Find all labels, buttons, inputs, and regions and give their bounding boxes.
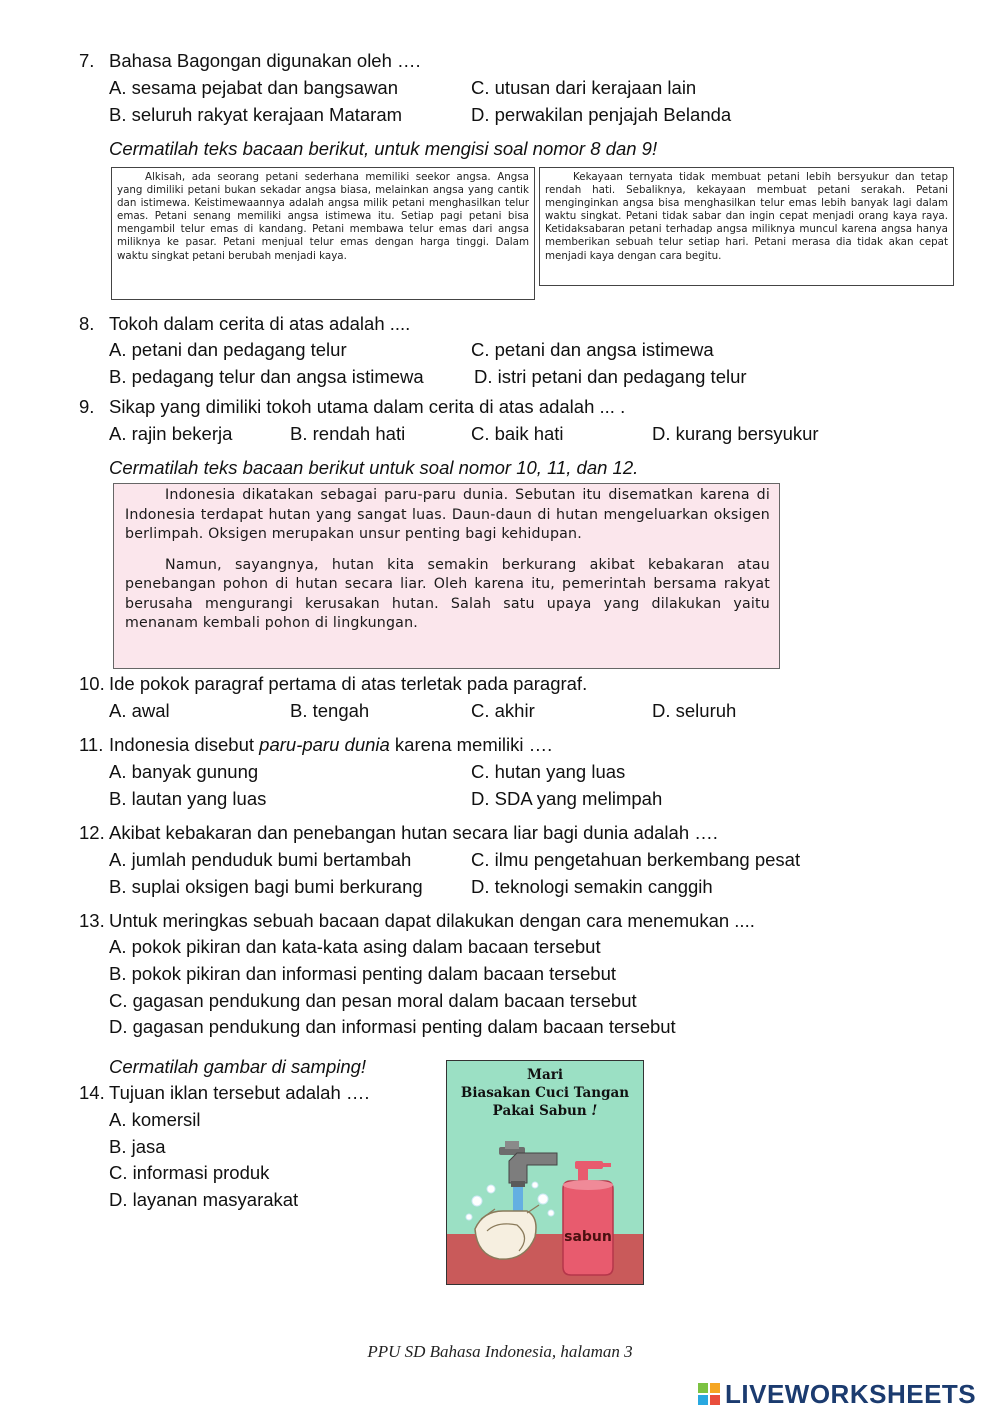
forest-paragraph-1: Indonesia dikatakan sebagai paru-paru dunia. Sebutan itu disematkan karena di Indonesia terdapat hutan yang sangat luas. Daun-daun di hutan mengeluarkan oksigen berlimpah. Oksigen merupakan unsur penting bagi kehidupan. (125, 487, 770, 542)
instruction-8-9: Cermatilah teks bacaan berikut, untuk mengisi soal nomor 8 dan 9! (109, 138, 658, 159)
option-c[interactable]: C. utusan dari kerajaan lain (471, 77, 697, 98)
option-d[interactable]: D. teknologi semakin canggih (471, 876, 713, 897)
option-b[interactable]: B. pedagang telur dan angsa istimewa (109, 366, 424, 387)
poster-title (447, 1066, 643, 1120)
liveworksheets-logo (698, 1380, 976, 1408)
poster-exclaim: ! (591, 1103, 598, 1119)
option-b[interactable]: B. tengah (290, 700, 370, 721)
question-text: Bahasa Bagongan digunakan oleh …. (109, 50, 421, 71)
instruction-10-12: Cermatilah teks bacaan berikut untuk soal nomor 10, 11, dan 12. (109, 457, 639, 478)
soap-label: sabun (564, 1229, 612, 1245)
option-a[interactable]: A. komersil (109, 1109, 201, 1130)
question-number: 11. (79, 734, 104, 755)
passage-right (539, 167, 954, 286)
option-a[interactable]: A. banyak gunung (109, 761, 259, 782)
option-c[interactable]: C. gagasan pendukung dan pesan moral dalam bacaan tersebut (109, 990, 637, 1011)
option-c[interactable]: C. petani dan angsa istimewa (471, 339, 714, 360)
option-d[interactable]: D. SDA yang melimpah (471, 788, 663, 809)
option-b[interactable]: B. lautan yang luas (109, 788, 267, 809)
option-d[interactable]: D. seluruh (652, 700, 737, 721)
option-a[interactable]: A. jumlah penduduk bumi bertambah (109, 849, 412, 870)
page-footer: PPU SD Bahasa Indonesia, halaman 3 (367, 1342, 633, 1361)
question-text: Akibat kebakaran dan penebangan hutan secara liar bagi dunia adalah …. (109, 822, 718, 843)
question-number: 10. (79, 673, 105, 694)
question-text (109, 734, 552, 756)
poster-title-line-3: Pakai Sabun (492, 1103, 587, 1119)
question-text-start: Indonesia disebut (109, 734, 260, 755)
question-number: 7. (79, 50, 95, 71)
option-c[interactable]: C. ilmu pengetahuan berkembang pesat (471, 849, 801, 870)
option-b[interactable]: B. rendah hati (290, 423, 406, 444)
option-d[interactable]: D. perwakilan penjajah Belanda (471, 104, 732, 125)
question-text: Sikap yang dimiliki tokoh utama dalam cerita di atas adalah ... . (109, 396, 626, 417)
passage-right-text: Kekayaan ternyata tidak membuat petani lebih bersyukur dan tetap rendah hati. Sebaliknya, kekayaan membuat petani serakah. Petani menginginkan angsa bisa menghasilkan telur emas lebih banyak lagi dalam waktu singkat. Petani tidak sabar dan ingin cepat menjadi orang kaya raya. Ketidaksabaran petani terhadap angsa miliknya muncul karena angsa hanya memberikan sebuah telur setiap hari. Petani merasa dia tidak akan cepat menjadi kaya dengan cara begitu. (545, 171, 948, 262)
question-text: Untuk meringkas sebuah bacaan dapat dilakukan dengan cara menemukan .... (109, 910, 755, 931)
poster-title-line-2: Biasakan Cuci Tangan (460, 1085, 630, 1101)
handwashing-poster (446, 1060, 644, 1285)
option-b[interactable]: B. pokok pikiran dan informasi penting dalam bacaan tersebut (109, 963, 616, 984)
option-d[interactable]: D. kurang bersyukur (652, 423, 819, 444)
question-number: 12. (79, 822, 105, 843)
question-text: Tokoh dalam cerita di atas adalah .... (109, 313, 411, 334)
option-c[interactable]: C. akhir (471, 700, 535, 721)
floor-shape (447, 1234, 644, 1285)
option-a[interactable]: A. pokok pikiran dan kata-kata asing dalam bacaan tersebut (109, 936, 601, 957)
option-b[interactable]: B. suplai oksigen bagi bumi berkurang (109, 876, 423, 897)
option-c[interactable]: C. informasi produk (109, 1162, 270, 1183)
option-d[interactable]: D. gagasan pendukung dan informasi penting dalam bacaan tersebut (109, 1016, 676, 1037)
option-d[interactable]: D. istri petani dan pedagang telur (474, 366, 747, 387)
option-c[interactable]: C. hutan yang luas (471, 761, 626, 782)
option-a[interactable]: A. sesama pejabat dan bangsawan (109, 77, 399, 98)
option-a[interactable]: A. rajin bekerja (109, 423, 233, 444)
option-b[interactable]: B. seluruh rakyat kerajaan Mataram (109, 104, 403, 125)
option-a[interactable]: A. petani dan pedagang telur (109, 339, 347, 360)
forest-passage (113, 483, 780, 669)
question-number: 8. (79, 313, 95, 334)
question-number: 13. (79, 910, 105, 931)
question-text: Ide pokok paragraf pertama di atas terletak pada paragraf. (109, 673, 588, 694)
option-a[interactable]: A. awal (109, 700, 170, 721)
question-text: Tujuan iklan tersebut adalah …. (109, 1082, 370, 1103)
instruction-14: Cermatilah gambar di samping! (109, 1056, 367, 1077)
option-b[interactable]: B. jasa (109, 1136, 166, 1157)
poster-title-line-1: Mari (527, 1067, 563, 1083)
forest-paragraph-2: Namun, sayangnya, hutan kita semakin berkurang akibat kebakaran atau penebangan pohon di hutan secara liar. Oleh karena itu, pemerintah bersama rakyat berusaha mengurangi kerusakan hutan. Salah satu upaya yang dilakukan yaitu menanam kembali pohon di lingkungan. (125, 556, 770, 631)
question-number: 9. (79, 396, 95, 417)
question-number: 14. (79, 1082, 105, 1103)
option-d[interactable]: D. layanan masyarakat (109, 1189, 299, 1210)
liveworksheets-icon (698, 1383, 720, 1405)
passage-left (111, 167, 535, 300)
option-c[interactable]: C. baik hati (471, 423, 564, 444)
question-text-end: karena memiliki …. (389, 734, 553, 755)
passage-left-text: Alkisah, ada seorang petani sederhana memiliki seekor angsa. Angsa yang dimiliki petani bukan sekadar angsa biasa, melainkan angsa yang cantik dan istimewa. Keistimewaannya adalah angsa milik petani menghasilkan telur emas. Petani senang memiliki angsa istimewa itu. Setiap pagi petani bisa mengambil telur emas di kandang. Petani membawa telur emas dari angsa miliknya ke pasar. Petani menjual telur emas dengan harga tinggi. Dalam waktu singkat petani berubah menjadi kaya. (117, 171, 529, 262)
question-text-italic: paru-paru dunia (259, 734, 390, 755)
liveworksheets-wordmark: LIVEWORKSHEETS (725, 1378, 977, 1409)
